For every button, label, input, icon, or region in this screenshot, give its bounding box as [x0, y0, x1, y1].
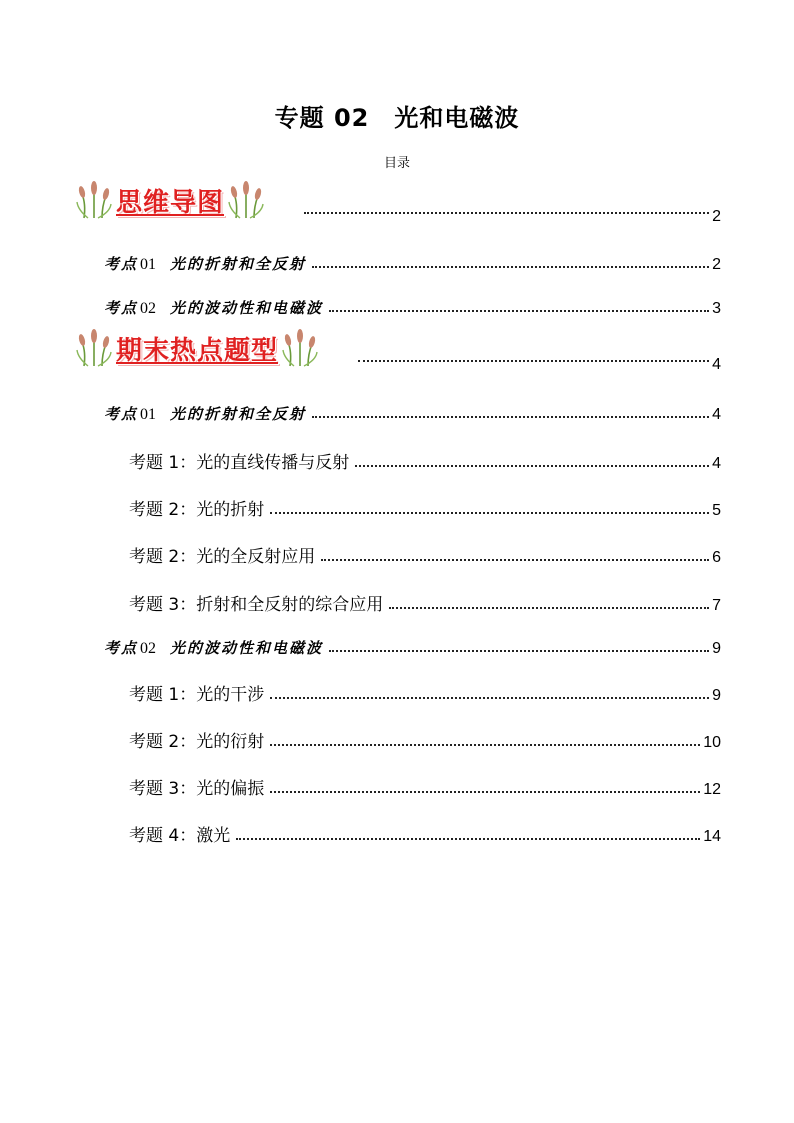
section-heading-text: 期末热点题型 [116, 335, 279, 366]
dot-leader [389, 607, 709, 609]
page-number: 5 [712, 502, 721, 519]
page-number: 14 [703, 828, 721, 845]
page-title: 专题 02 光和电磁波 [274, 104, 520, 132]
toc-item-kd02[interactable] [104, 628, 721, 658]
reed-right-icon [228, 180, 264, 220]
toc-item-kd02[interactable] [104, 288, 721, 318]
page-number: 4 [712, 455, 721, 472]
dot-leader [355, 465, 709, 467]
toc-item-topic[interactable] [129, 722, 721, 752]
toc-item-topic[interactable] [129, 443, 721, 473]
toc-item-topic[interactable] [129, 490, 721, 520]
page-number: 7 [712, 597, 721, 614]
toc-item-label: 考题 2：光的全反射应用 [129, 547, 316, 567]
toc-item-label: 考题 3：光的偏振 [129, 779, 265, 799]
toc-item-label: 考点 02 光的波动性和电磁波 [104, 639, 324, 657]
toc-item-label: 考点 01 光的折射和全反射 [104, 255, 307, 273]
section-heading [76, 328, 318, 368]
page-number: 4 [712, 406, 721, 423]
toc-label: 目录 [383, 156, 410, 171]
page-number: 3 [712, 300, 721, 317]
toc-item-topic[interactable] [129, 769, 721, 799]
toc-item-kd01[interactable] [104, 394, 721, 424]
dot-leader [270, 791, 700, 793]
dot-leader [236, 838, 700, 840]
dot-leader [312, 416, 709, 418]
toc-item-kd01[interactable] [104, 244, 721, 274]
toc-item-topic[interactable] [129, 537, 721, 567]
page-number: 4 [712, 356, 721, 373]
reed-left-icon [76, 328, 112, 368]
toc-item-topic[interactable] [129, 675, 721, 705]
toc-item-label: 考题 4：激光 [129, 826, 231, 846]
dot-leader [270, 744, 700, 746]
toc-item-label: 考题 1：光的干涉 [129, 685, 265, 705]
toc-item-label: 考题 2：光的衍射 [129, 732, 265, 752]
toc-item-topic[interactable] [129, 585, 721, 615]
section-heading-text: 思维导图 [116, 187, 225, 218]
dot-leader [358, 360, 709, 362]
page-number: 2 [712, 256, 721, 273]
page-number: 10 [703, 734, 721, 751]
page-number: 2 [712, 208, 721, 225]
reed-right-icon [282, 328, 318, 368]
section-heading [76, 180, 264, 220]
dot-leader [329, 310, 709, 312]
page-number: 9 [712, 640, 721, 657]
dot-leader [321, 559, 709, 561]
toc-item-topic[interactable] [129, 816, 721, 846]
toc-item-label: 考点 02 光的波动性和电磁波 [104, 299, 324, 317]
toc-section-mindmap[interactable] [76, 187, 721, 225]
dot-leader [304, 212, 709, 214]
dot-leader [329, 650, 709, 652]
reed-left-icon [76, 180, 112, 220]
dot-leader [312, 266, 709, 268]
page-number: 6 [712, 549, 721, 566]
toc-section-hot-topics[interactable] [76, 335, 721, 373]
dot-leader [270, 512, 709, 514]
page-number: 9 [712, 687, 721, 704]
toc-item-label: 考题 2：光的折射 [129, 500, 265, 520]
dot-leader [270, 697, 709, 699]
page-number: 12 [703, 781, 721, 798]
toc-item-label: 考题 3：折射和全反射的综合应用 [129, 595, 384, 615]
toc-item-label: 考题 1：光的直线传播与反射 [129, 453, 350, 473]
toc-item-label: 考点 01 光的折射和全反射 [104, 405, 307, 423]
